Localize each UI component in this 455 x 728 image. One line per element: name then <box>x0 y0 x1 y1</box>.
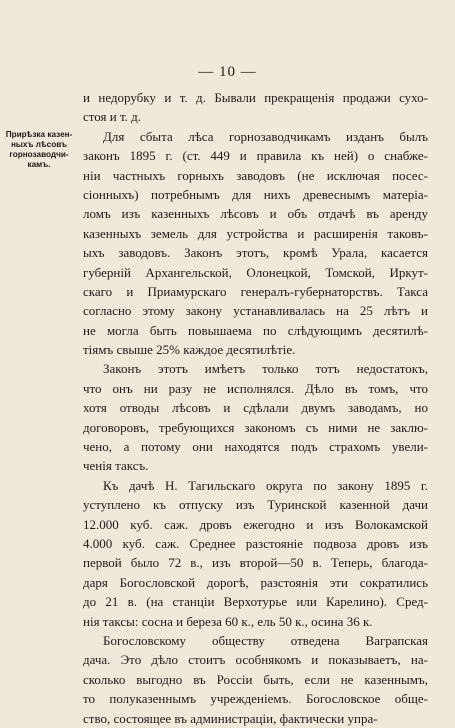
text-line: дача. Это дѣло стоитъ особнякомъ и показываетъ, на- <box>83 652 428 668</box>
body-text <box>83 88 428 728</box>
text-line: губерній Архангельской, Олонецкой, Томской, Иркут- <box>83 264 428 280</box>
text-line: Богословскому обществу отведена Ваграпская <box>103 632 428 648</box>
text-line: ніи частныхъ горныхъ заводовъ (не исключая посес- <box>83 167 428 183</box>
text-line: ломъ изъ казенныхъ лѣсовъ и объ отдачѣ въ аренду <box>83 206 428 222</box>
text-line: ыхъ заводовъ. Законъ этотъ, кромѣ Урала, касается <box>83 245 428 261</box>
paragraph <box>83 359 428 475</box>
text-line: не могла быть повышаема по слѣдующимъ десятилѣ- <box>83 322 428 338</box>
text-line: чено, а потому они находятся подъ страхомъ увели- <box>83 439 428 455</box>
paragraph <box>83 631 428 728</box>
text-line: то полуказеннымъ учрежденіемъ. Богословское обще- <box>83 691 428 707</box>
text-line: 4.000 куб. саж. Среднее разстояніе подвоза дровъ изъ <box>83 535 428 551</box>
text-line: казенныхъ земель для устройства и расширенія таковъ- <box>83 225 428 241</box>
page-number: — 10 — <box>198 64 257 80</box>
text-line: Для сбыта лѣса горнозаводчикамъ изданъ былъ <box>103 128 428 144</box>
text-line: что онъ ни разу не исполнялся. Дѣло въ томъ, что <box>83 380 428 396</box>
text-line: сколько выгодно въ Россіи быть, если не казеннымъ, <box>83 671 428 687</box>
text-line: хотя отводы лѣсовъ и сдѣлали двумъ заводамъ, но <box>83 400 428 416</box>
margin-note-line: ныхъ лѣсовъ <box>10 140 68 149</box>
margin-note-line: горнозаводчи- <box>9 150 69 159</box>
text-line: уступлено къ отпуску изъ Туринской казенной дачи <box>83 497 428 513</box>
text-line: ченія таксъ. <box>83 458 149 474</box>
text-line: стоя и т. д. <box>83 109 142 125</box>
text-line: и недорубку и т. д. Бывали прекращенія продажи сухо- <box>83 90 428 105</box>
margin-note-line: камъ. <box>27 160 51 169</box>
text-line: Законъ этотъ имѣетъ только тотъ недостатокъ, <box>103 361 428 377</box>
margin-note-line: Прирѣзка казен- <box>5 130 73 139</box>
text-line: договоровъ, требующихся закономъ съ ними не заклю- <box>83 419 428 435</box>
text-line: законъ 1895 г. (ст. 449 и правила къ ней) о снабже- <box>83 148 428 164</box>
text-line: до 21 в. (на станціи Верхотурье или Карелино). Сред- <box>83 594 428 610</box>
margin-note <box>2 130 76 170</box>
paragraph <box>83 88 428 127</box>
text-line: нія таксы: сосна и береза 60 к., ель 50 к., осина 36 к. <box>83 613 373 629</box>
text-line: 12.000 куб. саж. дровъ ежегодно и изъ Волокамской <box>83 516 428 532</box>
text-line: ство, состоящее въ администраціи, фактически упра- <box>83 710 378 726</box>
text-line: тіямъ свыше 25% каждое десятилѣтіе. <box>83 342 296 358</box>
text-line: согласно этому закону устанавливалась на 25 лѣтъ и <box>83 303 428 319</box>
text-line: сіонныхъ) потребнымъ для нихъ древеснымъ матеріа- <box>83 186 428 202</box>
text-line: первой было 72 в., изъ второй—50 в. Теперь, благода- <box>83 555 428 571</box>
paragraph <box>83 127 428 360</box>
paragraph <box>83 476 428 631</box>
text-line: даря Богословской дорогѣ, разстоянія эти сократились <box>83 574 428 590</box>
text-line: Къ дачѣ Н. Тагильскаго округа по закону 1895 г. <box>103 477 428 493</box>
text-line: скаго и Приамурскаго генералъ-губернаторствъ. Такса <box>83 283 428 299</box>
